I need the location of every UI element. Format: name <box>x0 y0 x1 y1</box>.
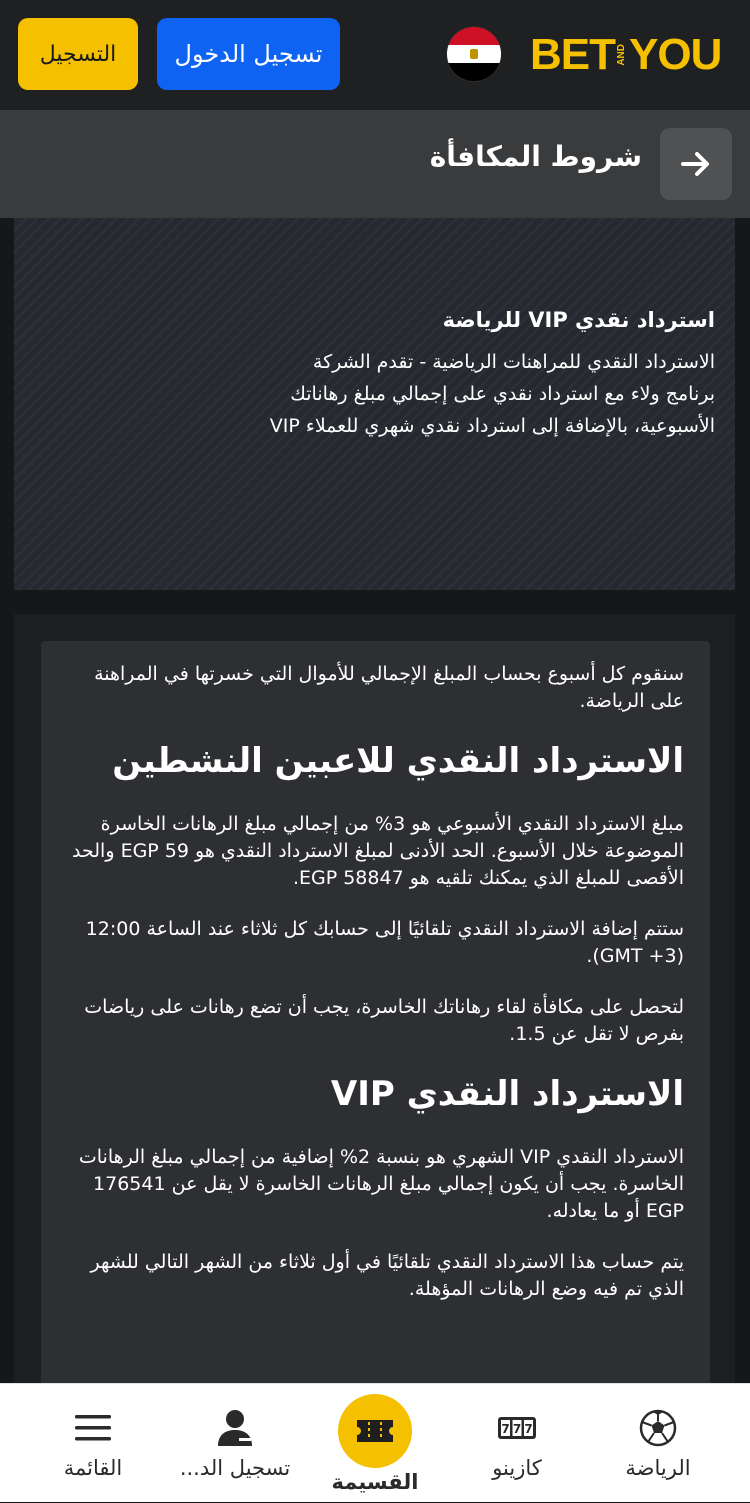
brand-logo[interactable] <box>530 28 721 82</box>
nav-coupon-label: القسيمة <box>331 1470 419 1494</box>
promo-banner <box>14 218 735 590</box>
cashback-schedule-text: ستتم إضافة الاسترداد النقدي تلقائيًا إلى حسابك كل ثلاثاء عند الساعة 12:00 (GMT +3). <box>85 918 684 967</box>
nav-menu[interactable] <box>18 1384 168 1503</box>
egypt-flag-icon[interactable] <box>446 26 502 82</box>
user-icon <box>215 1408 255 1448</box>
top-header <box>0 0 750 110</box>
menu-icon <box>73 1412 113 1444</box>
section-heading-vip: الاسترداد النقدي VIP <box>330 1074 684 1114</box>
svg-text:7: 7 <box>501 1422 510 1436</box>
arrow-right-icon <box>679 147 713 181</box>
nav-login[interactable] <box>160 1384 310 1503</box>
logo-text-bet: BET <box>530 30 615 79</box>
ticket-icon <box>355 1417 395 1445</box>
nav-casino-label: كازينو <box>492 1456 542 1480</box>
back-button[interactable] <box>660 128 732 200</box>
weekly-cashback-text: مبلغ الاسترداد النقدي الأسبوعي هو 3% من إجمالي مبلغ الرهانات الخاسرة الموضوعة خلال الأسبوع. الحد الأدنى لمبلغ الاسترداد النقدي هو 59 EGP والحد الأقصى للمبلغ الذي يمكنك تلقيه هو 58847 EGP. <box>72 813 684 889</box>
section-heading-active-players: الاسترداد النقدي للاعبين النشطين <box>112 741 684 781</box>
logo-text-and: AND <box>616 44 627 66</box>
intro-text: سنقوم كل أسبوع بحساب المبلغ الإجمالي للأموال التي خسرتها في المراهنة على الرياضة. <box>94 663 684 712</box>
logo-text-you: YOU <box>629 30 722 79</box>
odds-requirement-text: لتحصل على مكافأة لقاء رهاناتك الخاسرة، يجب أن تضع رهانات على رياضات بفرص لا تقل عن 1.5. <box>84 996 684 1045</box>
page-title: شروط المكافأة <box>429 140 642 173</box>
soccer-ball-icon <box>639 1409 677 1447</box>
nav-casino[interactable] <box>442 1384 592 1503</box>
vip-cashback-text: الاسترداد النقدي VIP الشهري هو بنسبة 2% إضافية من إجمالي مبلغ الرهانات الخاسرة. يجب أن يكون إجمالي مبلغ الرهانات الخاسرة لا يقل عن 176541 EGP أو ما يعادله. <box>78 1146 684 1222</box>
terms-card <box>41 641 710 1401</box>
nav-sports-label: الرياضة <box>625 1456 691 1480</box>
svg-text:7: 7 <box>512 1422 522 1436</box>
banner-title: استرداد نقدي VIP للرياضة <box>442 308 715 332</box>
nav-coupon[interactable] <box>300 1384 450 1503</box>
svg-text:7: 7 <box>524 1422 533 1436</box>
nav-menu-label: القائمة <box>63 1456 123 1480</box>
page-header <box>0 110 750 218</box>
nav-sports[interactable] <box>583 1384 733 1503</box>
vip-calculation-text: يتم حساب هذا الاسترداد النقدي تلقائيًا في أول ثلاثاء من الشهر التالي للشهر الذي تم فيه وضع الرهانات المؤهلة. <box>90 1251 684 1300</box>
login-button[interactable]: تسجيل الدخول <box>157 18 340 90</box>
register-button[interactable]: التسجيل <box>18 18 138 90</box>
bottom-navigation <box>0 1383 750 1502</box>
nav-login-label: تسجيل الد... <box>179 1456 291 1480</box>
banner-description: الاسترداد النقدي للمراهنات الرياضية - تقدم الشركة برنامج ولاء مع استرداد نقدي على إجمالي مبلغ رهاناتك الأسبوعية، بالإضافة إلى استرداد نقدي شهري للعملاء VIP <box>269 351 715 437</box>
slot-machine-icon <box>497 1415 537 1441</box>
